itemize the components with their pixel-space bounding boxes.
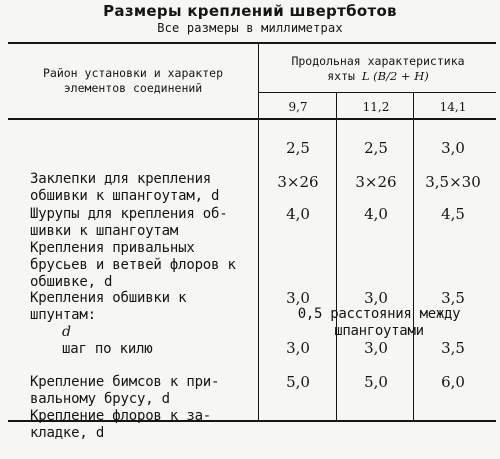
row-label: Заклепки для крепления обшивки к шпангоутам, d (30, 171, 220, 204)
column-header-1: 9,7 (288, 100, 308, 114)
row-value: 3,0 (441, 139, 465, 157)
row-label: шаг по килю (62, 341, 153, 357)
row-value: 3,0 (286, 289, 310, 307)
row-value: 3,0 (364, 339, 388, 357)
top-rule (8, 42, 496, 44)
row-value: 3×26 (277, 173, 319, 191)
row-value: 3,5 (441, 339, 465, 357)
row-value: 4,0 (364, 205, 388, 223)
row-value: 5,0 (364, 373, 388, 391)
row-note: 0,5 расстояния между шпангоутами (297, 306, 461, 339)
row-value: 3,5 (441, 289, 465, 307)
row-value: 3×26 (355, 173, 397, 191)
row-label: Шурупы для крепления об- шивки к шпангоутам (30, 206, 228, 239)
header-divider-horizontal (258, 92, 496, 93)
column-header-2: 11,2 (362, 100, 390, 114)
row-label: Крепление бимсов к при- вальному брусу, d (30, 374, 220, 407)
row-value: 4,5 (441, 205, 465, 223)
row-label: d (62, 324, 71, 340)
row-label: Крепления обшивки к шпунтам: (30, 290, 187, 323)
row-value: 4,0 (286, 205, 310, 223)
row-value: 3,0 (286, 339, 310, 357)
row-value: 2,5 (364, 139, 388, 157)
header-right: Продольная характеристика яхты L (B/2 + H) (291, 54, 465, 83)
col-divider-1 (258, 42, 259, 422)
table-title: Размеры креплений швертботов (103, 2, 397, 20)
header-left: Район установки и характер элементов соединений (42, 66, 223, 95)
row-label: Крепление флоров к за- кладке, d (30, 408, 212, 441)
row-label: Крепления привальных брусьев и ветвей флоров к обшивке, d (30, 240, 236, 290)
row-value: 3,5×30 (425, 173, 481, 191)
row-value: 5,0 (286, 373, 310, 391)
row-value: 6,0 (441, 373, 465, 391)
column-header-3: 14,1 (439, 100, 467, 114)
row-value: 2,5 (286, 139, 310, 157)
header-bottom-rule (8, 118, 496, 120)
table-subtitle: Все размеры в миллиметрах (157, 21, 343, 35)
row-value: 3,0 (364, 289, 388, 307)
